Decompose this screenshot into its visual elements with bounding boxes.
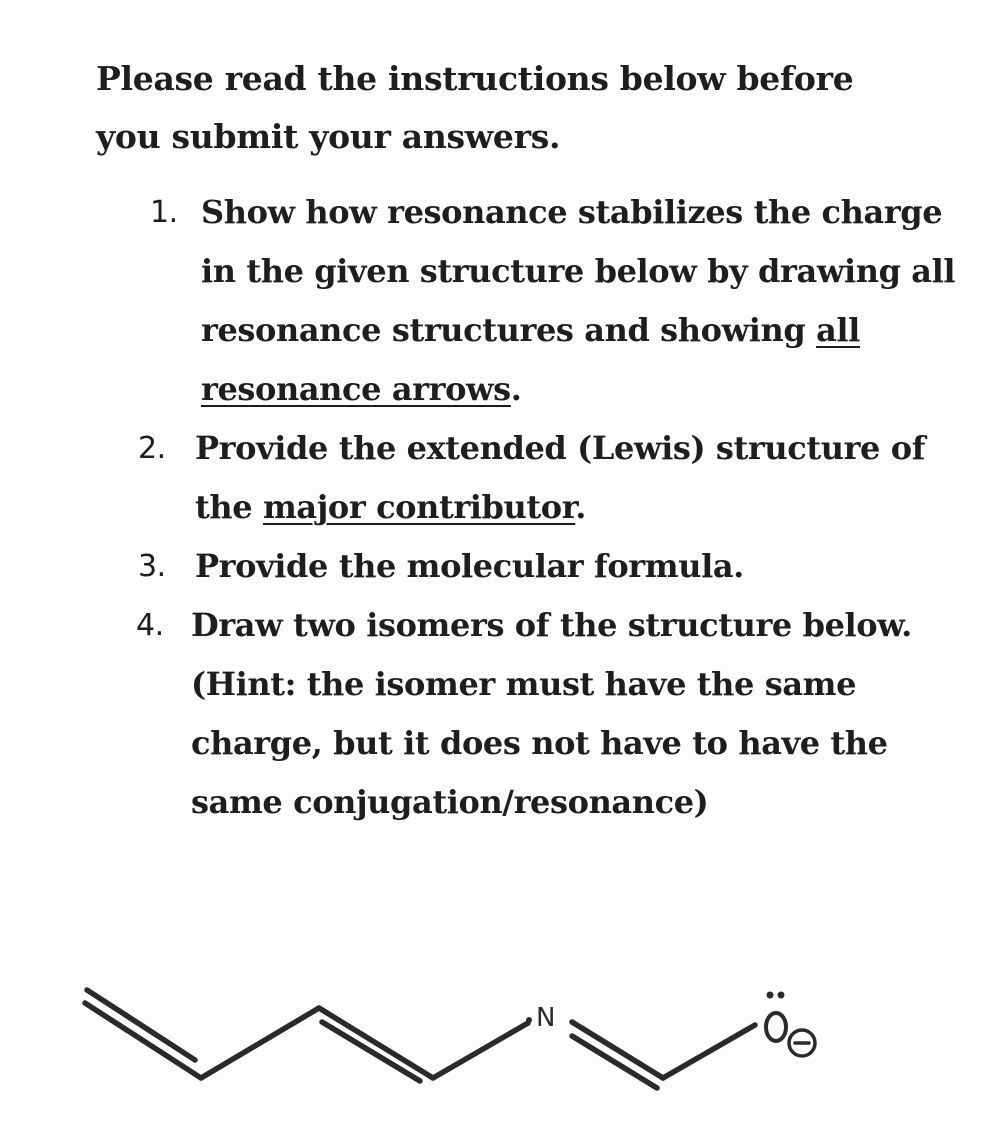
bond-c1-c2 <box>85 1003 201 1078</box>
instruction-item-3 <box>0 537 1001 596</box>
nitrogen-atom-label: N <box>536 1003 556 1033</box>
bond-c3-c4-second <box>322 1022 420 1081</box>
instruction-text-part: Provide the extended (Lewis) structure of the <box>195 429 926 526</box>
instruction-number: 3. <box>138 549 166 584</box>
bond-n-c5 <box>572 1022 663 1078</box>
oxygen-ring-icon <box>766 1013 786 1041</box>
nitrogen-lone-pair <box>526 1017 532 1023</box>
bond-c1-c2-second <box>87 990 195 1060</box>
instruction-number: 2. <box>138 431 166 466</box>
underlined-phrase: major contributor <box>262 488 576 526</box>
intro-text <box>96 50 976 166</box>
oxygen-lone-pair-icon <box>767 992 785 999</box>
bond-group <box>85 990 755 1088</box>
instruction-text <box>201 183 961 419</box>
negative-charge-icon <box>789 1030 815 1056</box>
instruction-item-1 <box>0 183 1001 419</box>
instruction-text: Draw two isomers of the structure below. (Hint: the isomer must have the same charge, but it does not have to have the same conjugation/resonance) <box>191 606 912 821</box>
instruction-text-end: . <box>575 488 586 526</box>
oxygen-atom <box>766 1013 786 1041</box>
instruction-number: 1. <box>150 195 178 230</box>
skeletal-structure <box>0 940 1001 1125</box>
instruction-list <box>0 183 1001 832</box>
bond-c5-o <box>663 1025 755 1078</box>
instruction-text: Provide the molecular formula. <box>195 547 744 585</box>
bond-n-c5-second <box>572 1036 657 1088</box>
instruction-number: 4. <box>136 608 164 643</box>
bond-c4-n <box>433 1023 528 1078</box>
instruction-text-end: . <box>510 370 522 408</box>
instruction-text-part: Show how resonance stabilizes the charge in the given structure below by drawing all resonance structures and showing <box>201 193 956 349</box>
bond-c3-c4 <box>319 1008 433 1078</box>
instruction-text <box>195 419 975 537</box>
instruction-item-2 <box>0 419 1001 537</box>
bond-c2-c3 <box>201 1008 319 1078</box>
underlined-phrase: all resonance arrows <box>201 311 860 408</box>
intro-line-1: Please read the instructions below before <box>96 59 854 98</box>
instruction-item-4 <box>0 596 1001 832</box>
intro-line-2: you submit your answers. <box>96 117 561 156</box>
